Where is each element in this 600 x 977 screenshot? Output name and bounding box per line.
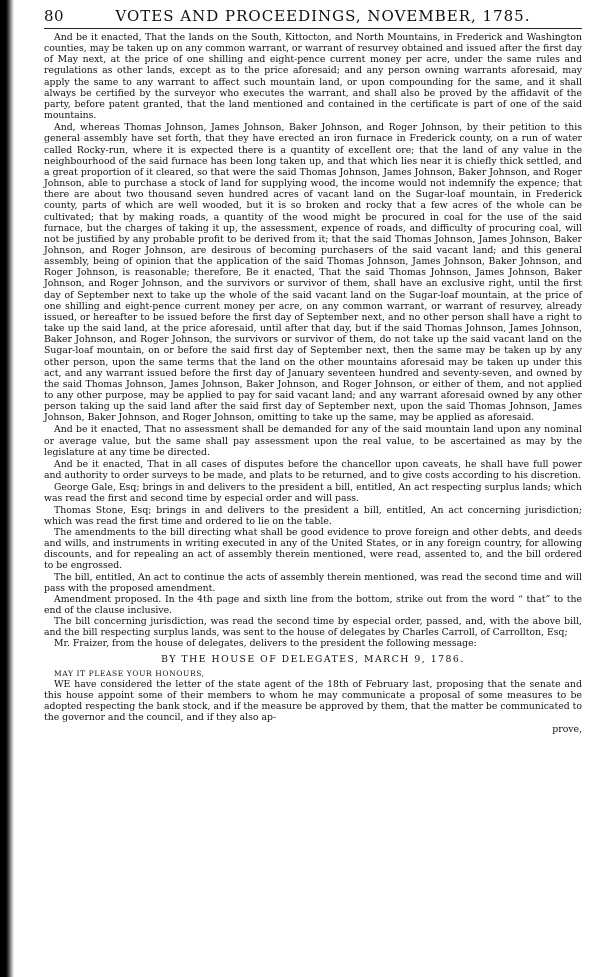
header-rule xyxy=(44,28,582,29)
paragraph-johnson-petition: And, whereas Thomas Johnson, James Johnson, Baker Johnson, and Roger Johnson, by their petition to this general assembly have set forth, that they have erected an iron furnace in Frederick county, on a run of water called Rocky-run, where it is expected there is a quantity of excellent ore; that the land of any value in the neighbourhood of the said furnace has been long taken up, and that which lies near it is chiefly thick settled, and a great proportion of it cleared, so that were the said Thomas Johnson, James Johnson, Baker Johnson, and Roger Johnson, able to purchase a stock of land for supplying wood, the income would not indemnify the expence; that there are about two thousand seven hundred acres of vacant land on the Sugar-loaf mountain, in Frederick county, parts of which are well wooded, but it is so broken and rocky that a few acres of the whole can be cultivated; that by making roads, a quantity of the wood might be procured in coal for the use of the said furnace, but the charges of taking it up, the assessment, expence of roads, and difficulty of procuring coal, will not be justified by any probable profit to be derived from it; that the said Thomas Johnson, James Johnson, Baker Johnson, and Roger Johnson, are desirous of becoming purchasers of the said vacant land; and this general assembly, being of opinion that the application of the said Thomas Johnson, James Johnson, Baker Johnson, and Roger Johnson, is reasonable; therefore, Be it enacted, That the said Thomas Johnson, James Johnson, Baker Johnson, and Roger Johnson, and the survivors or survivor of them, shall have an exclusive right, until the first day of September next to take up the whole of the said vacant land on the Sugar-loaf mountain, at the price of one shilling and eight-pence current money per acre, on any common warrant, or warrant of resurvey, already issued, or hereafter to be issued before the first day of September next, and no other person shall have a right to take up the said land, at the price aforesaid, until after that day, but if the said Thomas Johnson, James Johnson, Baker Johnson, and Roger Johnson, the survivors or survivor of them, do not take up the said vacant land on the Sugar-loaf mountain, on or before the said first day of September next, then the same may be taken up by any other person, upon the same terms that the land on the other mountains aforesaid may be taken up under this act, and any warrant issued before the first day of January seventeen hundred and seventy-seven, and owned by the said Thomas Johnson, James Johnson, Baker Johnson, and Roger Johnson, or either of them, and not applied to any other purpose, may be applied to pay for said vacant land; and any warrant aforesaid owned by any other person taking up the said land after the said first day of September next, upon the said Thomas Johnson, James Johnson, Baker Johnson, and Roger Johnson, omitting to take up the same, may be applied as aforesaid. xyxy=(44,122,582,424)
paragraph-caveats: And be it enacted, That in all cases of disputes before the chancellor upon caveats, he shall have full power and authority to order surveys to be made, and plats to be returned, and to give costs according to his discretion. xyxy=(44,458,582,482)
scan-edge xyxy=(0,0,14,977)
paragraph-amendments: The amendments to the bill directing what shall be good evidence to prove foreign and other debts, and deeds and wills, and instruments in writing executed in any of the United States, or in any foreign country, for allowing discounts, and for repealing an act of assembly therein mentioned, were read, assented to, and the bill ordered to be engrossed. xyxy=(44,526,582,572)
catchword: prove, xyxy=(552,723,582,735)
paragraph-stone-bill: Thomas Stone, Esq; brings in and delivers to the president a bill, entitled, An act concerning jurisdiction; which was read the first time and ordered to lie on the table. xyxy=(44,504,582,527)
paragraph-gale-bill: George Gale, Esq; brings in and delivers to the president a bill, entitled, An act respecting surplus lands; which was read the first and second time by especial order and will pass. xyxy=(44,482,582,505)
running-title: VOTES AND PROCEEDINGS, NOVEMBER, 1785. xyxy=(115,7,531,25)
page-number: 80 xyxy=(44,7,64,25)
message-salutation: MAY IT PLEASE YOUR HONOURS, xyxy=(54,668,205,678)
paragraph-jurisdiction: The bill concerning jurisdiction, was read the second time by especial order, passed, and, with the above bill, and the bill respecting surplus lands, was sent to the house of delegates by Charles Carroll, of Carrollton, Esq; xyxy=(44,616,582,639)
message-heading: BY THE HOUSE OF DELEGATES, MARCH 9, 1786. xyxy=(161,653,465,665)
paragraph-continue-acts: The bill, entitled, An act to continue the acts of assembly therein mentioned, was read the second time and will pass with the proposed amendment. xyxy=(44,571,582,594)
message-text: WE have considered the letter of the state agent of the 18th of February last, proposing that the senate and this house appoint some of their members to whom he may communicate a proposal of some measures to be adopted respecting the bank stock, and if the measure be approved by them, that the matter be communicated to the governor and the council, and if they also ap- xyxy=(44,678,582,724)
paragraph-amendment-proposed: Amendment proposed. In the 4th page and sixth line from the bottom, strike out from the word “ that” to the end of the clause inclusive. xyxy=(44,593,582,616)
document-body xyxy=(44,32,582,735)
paragraph-fraizer: Mr. Fraizer, from the house of delegates, delivers to the president the following message: xyxy=(54,638,477,650)
paragraph-assessment: And be it enacted, That no assessment shall be demanded for any of the said mountain land upon any nominal or average value, but the same shall pay assessment upon the real value, to be ascertained as may by the legislature at any time be directed. xyxy=(44,424,582,458)
running-header xyxy=(44,6,582,26)
paragraph-mountain-lands: And be it enacted, That the lands on the South, Kittocton, and North Mountains, in Frederick and Washington counties, may be taken up on any common warrant, or warrant of resurvey obtained and issued after the first day of May next, at the price of one shilling and eight-pence current money per acre, under the same rules and regulations as other lands, except as to the price aforesaid; and any person owning warrants aforesaid, may apply the same to any warrant to affect such mountain land, or upon compounding for the same, and it shall always be certified by the surveyor who executes the warrant, and shall also be proved by the affidavit of the party, before patent granted, that the land mentioned and contained in the certificate is part of one of the said mountains. xyxy=(44,32,582,122)
